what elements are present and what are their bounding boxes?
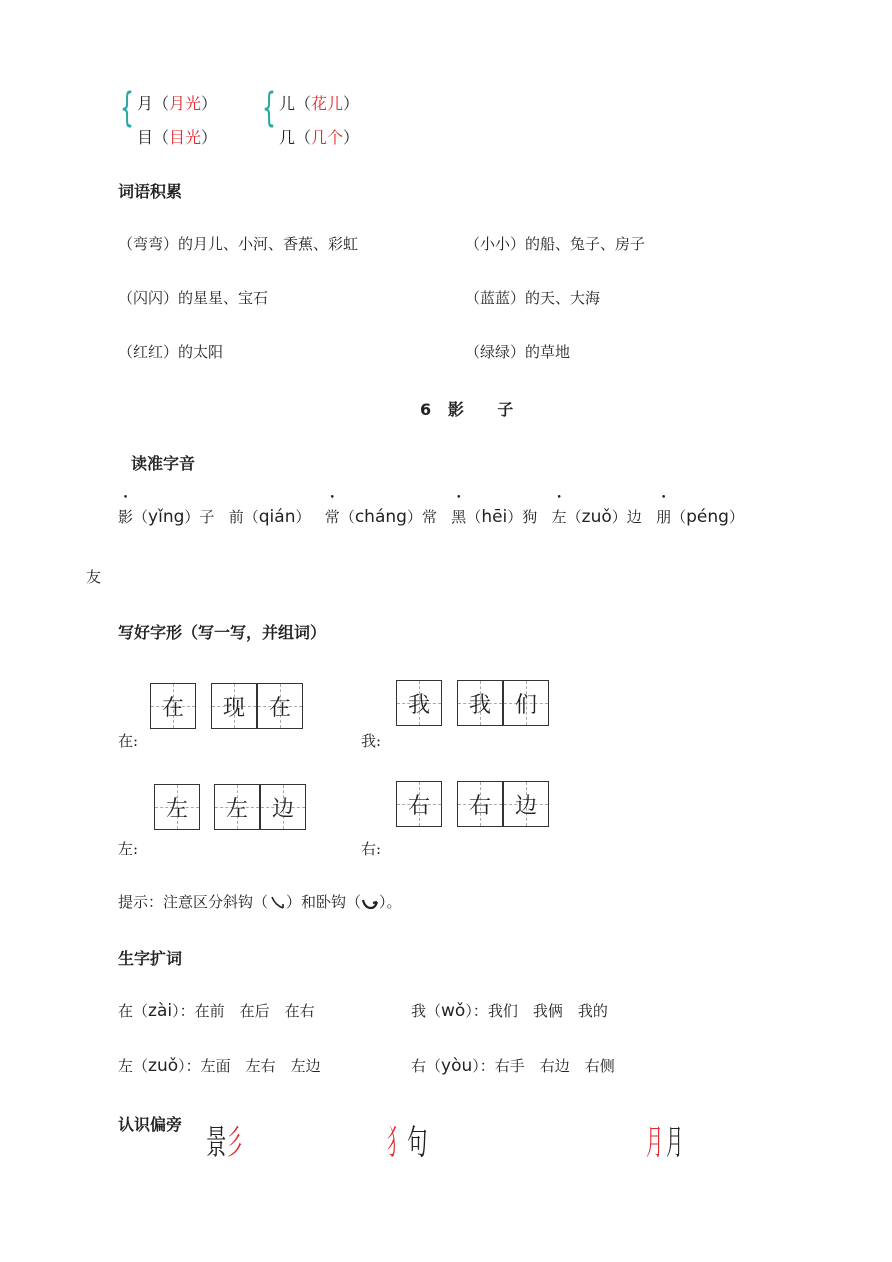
writing-box: 边 (503, 781, 549, 827)
expand-row: 在（zài）：在前 在后 在右 (118, 1001, 315, 1021)
writing-box: 在 (257, 683, 303, 729)
vocab-item: （小小）的船、兔子、房子 (465, 235, 646, 253)
section-title-expand: 生字扩词 (118, 949, 183, 968)
writing-box: 右 (396, 781, 442, 827)
radical-char-ying: 景 彡 (206, 1123, 236, 1163)
brace-left-1: { (120, 85, 134, 131)
tip-text: 提示：注意区分斜钩（ ）和卧钩（ ）。 (118, 893, 402, 911)
writing-label: 左: (118, 840, 139, 858)
writing-box: 我 (457, 680, 503, 726)
pair-item: 目（目光） (137, 128, 218, 147)
writing-box: 我 (396, 680, 442, 726)
pair-item: 儿（花儿） (279, 94, 360, 113)
section-title-pronounce: 读准字音 (131, 454, 196, 473)
writing-box: 现 (211, 683, 257, 729)
writing-box: 左 (154, 784, 200, 830)
slant-hook-icon (268, 896, 286, 910)
lesson-title: 6 影 子 (420, 400, 514, 419)
vocab-item: （绿绿）的草地 (465, 343, 571, 361)
expand-row: 右（yòu）：右手 右边 右侧 (411, 1056, 615, 1076)
pair-item: 几（几个） (279, 128, 360, 147)
vocab-item: （闪闪）的星星、宝石 (118, 289, 269, 307)
pronounce-line: 影（yǐng）子 前（qián） 常（cháng）常 黑（hēi）狗 左（zuǒ）边 朋（péng） (118, 507, 744, 527)
vocab-item: （红红）的太阳 (118, 343, 224, 361)
writing-label: 右: (361, 840, 382, 858)
vocab-item: （蓝蓝）的天、大海 (465, 289, 601, 307)
section-title-vocab: 词语积累 (118, 182, 183, 201)
section-title-radicals: 认识偏旁 (118, 1115, 183, 1134)
section-title-writing: 写好字形（写一写，并组词） (118, 623, 327, 642)
brace-left-2: { (262, 85, 276, 131)
writing-label: 在: (118, 732, 139, 750)
writing-box: 左 (214, 784, 260, 830)
writing-box: 右 (457, 781, 503, 827)
writing-label: 我: (361, 732, 382, 750)
lying-hook-icon (361, 896, 379, 910)
expand-row: 左（zuǒ）：左面 左右 左边 (118, 1056, 321, 1076)
writing-box: 们 (503, 680, 549, 726)
radical-char-peng: 月 月 (646, 1123, 676, 1163)
vocab-item: （弯弯）的月儿、小河、香蕉、彩虹 (118, 235, 359, 253)
expand-row: 我（wǒ）：我们 我俩 我的 (411, 1001, 608, 1021)
writing-box: 在 (150, 683, 196, 729)
pronounce-wrap: 友 (86, 568, 102, 586)
writing-box: 边 (260, 784, 306, 830)
radical-char-gou: 犭 句 (387, 1123, 419, 1163)
pair-item: 月（月光） (137, 94, 218, 113)
